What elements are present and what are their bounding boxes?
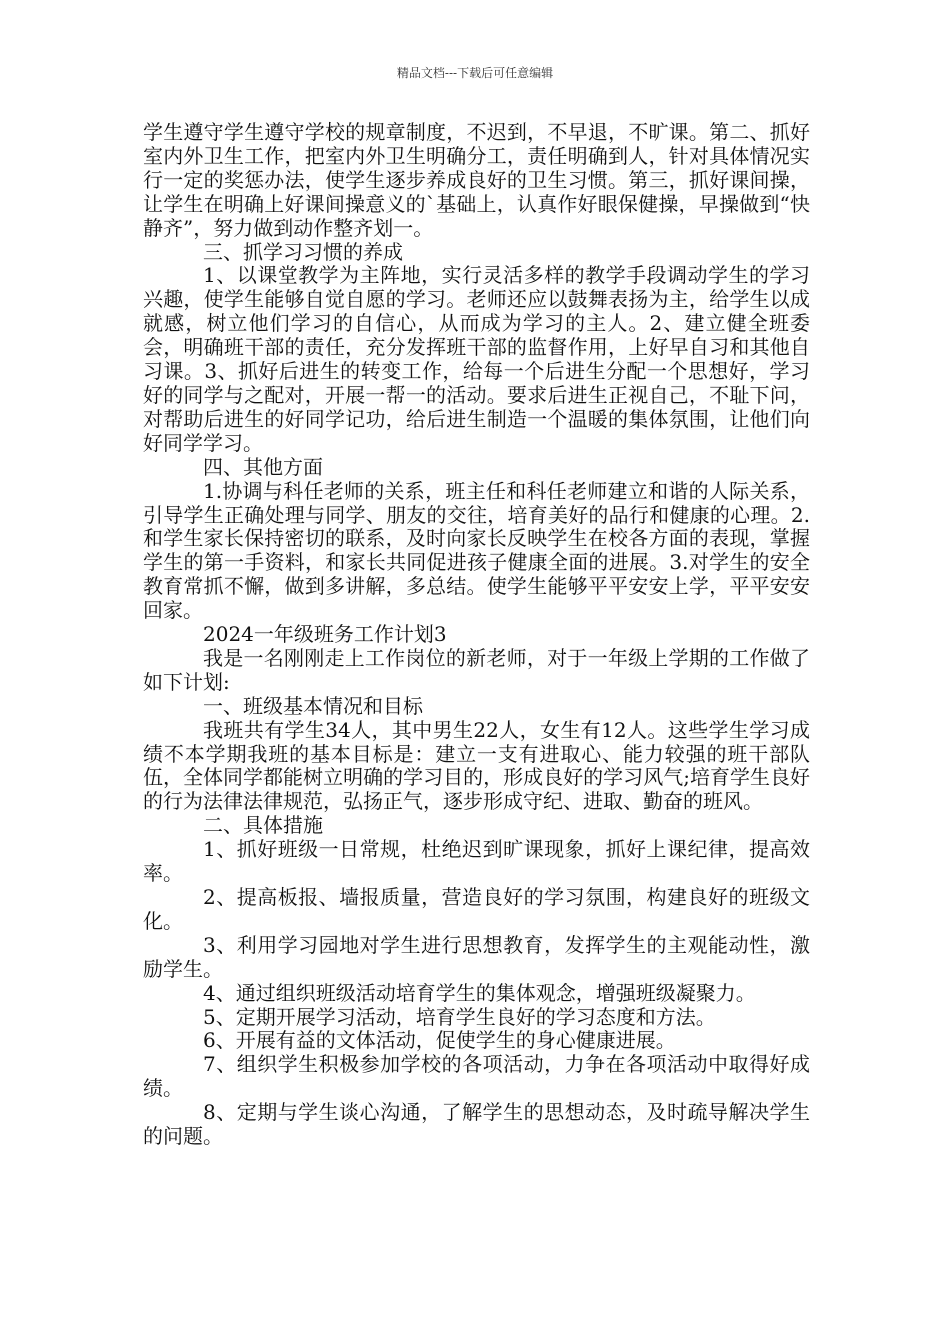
measure-item-1: 1、抓好班级一日常规，杜绝迟到旷课现象，抓好上课纪律，提高效率。 (143, 837, 810, 886)
paragraph-4: 我是一名刚刚走上工作岗位的新老师，对于一年级上学期的工作做了如下计划: (143, 645, 810, 694)
plan-title: 2024一年级班务工作计划3 (203, 622, 447, 647)
section-heading-3: 三、抓学习习惯的养成 (203, 239, 403, 264)
measure-item-4: 4、通过组织班级活动培育学生的集体观念，增强班级凝聚力。 (203, 980, 756, 1005)
measure-item-2: 2、提高板报、墙报质量，营造良好的学习氛围，构建良好的班级文化。 (143, 885, 810, 933)
measure-item-6: 6、开展有益的文体活动，促使学生的身心健康进展。 (203, 1028, 676, 1053)
paragraph-1: 学生遵守学生遵守学校的规章制度，不迟到，不早退，不旷课。第二、抓好室内外卫生工作，把室内外卫生明确分工，责任明确到人，针对具体情况实行一定的奖惩办法，使学生逐步养成良好的卫生习惯。第三，抓好课间操，让学生在明确上好课间操意义的`基础上，认真作好眼保健操，早操做到“快静齐”，努力做到动作整齐划一。 (143, 120, 810, 240)
measure-item-8: 8、定期与学生谈心沟通，了解学生的思想动态，及时疏导解决学生的问题。 (143, 1100, 810, 1149)
section-heading-1: 一、班级基本情况和目标 (203, 693, 423, 718)
paragraph-5: 我班共有学生34人，其中男生22人，女生有12人。这些学生学习成绩不本学期我班的基本目标是：建立一支有进取心、能力较强的班干部队伍，全体同学都能树立明确的学习目的，形成良好的学习风气;培育学生良好的行为法律法律规范，弘扬正气，逐步形成守纪、进取、勤奋的班风。 (143, 717, 810, 814)
paragraph-2: 1、以课堂教学为主阵地，实行灵活多样的教学手段调动学生的学习兴趣，使学生能够自觉自愿的学习。老师还应以鼓舞表扬为主，给学生以成就感，树立他们学习的自信心，从而成为学习的主人。2、建立健全班委会，明确班干部的责任，充分发挥班干部的监督作用，上好早自习和其他自习课。3、抓好后进生的转变工作，给每一个后进生分配一个思想好，学习好的同学与之配对，开展一帮一的活动。要求后进生正视自己，不耻下问，对帮助后进生的好同学记功，给后进生制造一个温暖的集体氛围，让他们向好同学学习。 (143, 263, 810, 455)
document-body (143, 121, 810, 1149)
measure-item-7: 7、组织学生积极参加学校的各项活动，力争在各项活动中取得好成绩。 (143, 1052, 810, 1101)
page-header-watermark: 精品文档---下载后可任意编辑 (396, 66, 554, 80)
measure-item-3: 3、利用学习园地对学生进行思想教育，发挥学生的主观能动性，激励学生。 (143, 932, 810, 981)
measure-item-5: 5、定期开展学习活动，培育学生良好的学习态度和方法。 (203, 1004, 716, 1029)
paragraph-3: 1.协调与科任老师的关系，班主任和科任老师建立和谐的人际关系，引导学生正确处理与同学、朋友的交往，培育美好的品行和健康的心理。2.和学生家长保持密切的联系，及时向家长反映学生在校各方面的表现，掌握学生的第一手资料，和家长共同促进孩子健康全面的进展。3.对学生的安全教育常抓不懈，做到多讲解，多总结。使学生能够平平安安上学，平平安安回家。 (143, 478, 810, 623)
section-heading-4: 四、其他方面 (203, 454, 323, 479)
section-heading-2: 二、具体措施 (203, 813, 323, 838)
